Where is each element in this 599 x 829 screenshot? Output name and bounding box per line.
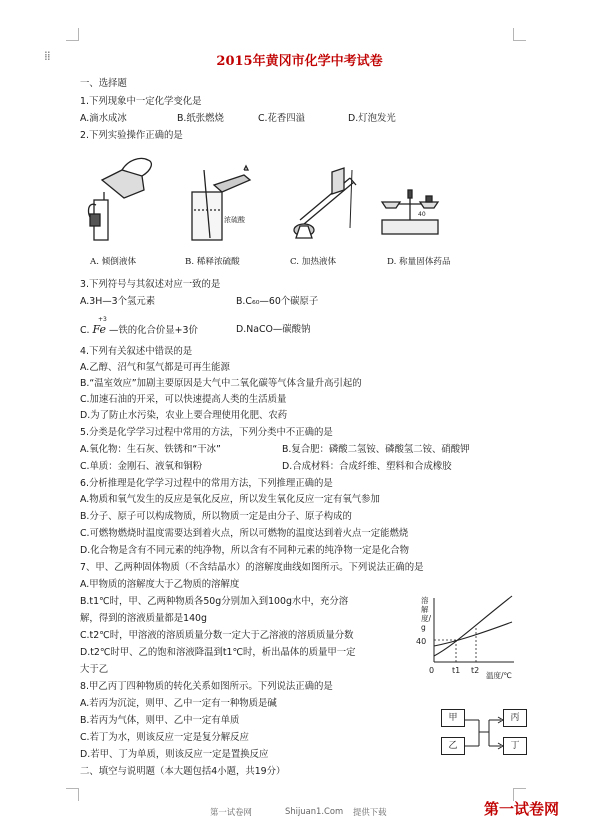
valence-mark: +3 xyxy=(98,316,107,323)
statement-line: C.加速石油的开采，可以快速提高人类的生活质量 xyxy=(80,394,287,405)
option-c: C.单质：金刚石、液氧和铜粉 xyxy=(80,461,203,472)
statement-line: C.t2℃时，甲溶液的溶质质量分数一定大于乙溶液的溶质质量分数 xyxy=(80,630,354,641)
figure-caption-d: D. 称量固体药品 xyxy=(387,257,451,267)
page-corner-mark xyxy=(66,788,79,801)
pouring-liquid-figure xyxy=(89,158,152,240)
option-a: A.滴水成冰 xyxy=(80,113,127,124)
statement-line: D.为了防止水污染，农业上要合理使用化肥、农药 xyxy=(80,410,288,421)
statement-line: C.若丁为水，则该反应一定是复分解反应 xyxy=(80,732,249,743)
iron-symbol: Fe xyxy=(92,323,107,336)
statement-line: 大于乙 xyxy=(80,664,109,675)
x-axis-label: 温度/℃ xyxy=(486,671,512,680)
footer-link[interactable]: Shijuan1.Com xyxy=(285,806,344,816)
figure-caption-c: C. 加热液体 xyxy=(290,257,337,267)
statement-line: B.t1℃时，甲、乙两种物质各50g分别加入到100g水中，充分溶 xyxy=(80,596,349,607)
option-c: C.花香四溢 xyxy=(258,113,306,124)
dilute-acid-figure xyxy=(192,166,250,240)
option-c-text: —铁的化合价显+3价 xyxy=(109,325,198,336)
statement-line: A.物质和氧气发生的反应是氧化反应，所以发生氧化反应一定有氧气参加 xyxy=(80,494,380,505)
question-stem: 4.下列有关叙述中错误的是 xyxy=(80,346,193,357)
x-tick: 0 xyxy=(429,666,435,675)
footer-link[interactable]: 提供下载 xyxy=(353,807,387,817)
document-title: 2015年黄冈市化学中考试卷 xyxy=(216,54,383,69)
statement-line: B.分子、原子可以构成物质，所以物质一定是由分子、原子构成的 xyxy=(80,511,352,522)
page-corner-mark xyxy=(513,28,526,41)
acid-label: 浓硫酸 xyxy=(224,216,245,224)
option-b: B.复合肥：磷酸二氢铵、磷酸氢二铵、硝酸钾 xyxy=(282,444,470,455)
option-d: D.灯泡发光 xyxy=(348,113,396,124)
option-b: B.C₆₀—60个碳原子 xyxy=(236,296,319,307)
question-stem: 1.下列现象中一定化学变化是 xyxy=(80,96,202,107)
x-tick: t2 xyxy=(471,666,480,675)
statement-line: B.若丙为气体，则甲、乙中一定有单质 xyxy=(80,715,240,726)
option-a: A.氧化物：生石灰、铁锈和“干冰” xyxy=(80,444,221,455)
question-stem: 8.甲乙丙丁四种物质的转化关系如图所示。下列说法正确的是 xyxy=(80,681,333,692)
question-stem: 5.分类是化学学习过程中常用的方法，下列分类中不正确的是 xyxy=(80,427,333,438)
statement-line: A.乙醇、沼气和氢气都是可再生能源 xyxy=(80,362,230,373)
figure-caption-b: B. 稀释浓硫酸 xyxy=(185,257,240,267)
question-stem: 6.分析推理是化学学习过程中的常用方法，下列推理正确的是 xyxy=(80,478,333,489)
x-tick: t1 xyxy=(452,666,461,675)
y-tick: 40 xyxy=(416,637,427,646)
balance-figure xyxy=(382,190,438,234)
figure-caption-a: A. 倾倒液体 xyxy=(90,257,137,267)
weight-label: 40 xyxy=(418,211,426,218)
statement-line: A.若丙为沉淀，则甲、乙中一定有一种物质是碱 xyxy=(80,698,277,709)
option-d: D.NaCO—碳酸钠 xyxy=(236,324,311,335)
y-axis-label: 溶解度/g xyxy=(421,596,432,632)
statement-line: 解，得到的溶液质量都是140g xyxy=(80,613,207,624)
option-b: B.纸张燃烧 xyxy=(177,113,224,124)
statement-line: B.“温室效应”加剧主要原因是大气中二氧化碳等气体含量升高引起的 xyxy=(80,378,362,389)
section-heading: 一、选择题 xyxy=(80,78,127,89)
section-heading: 二、填空与说明题（本大题包括4小题，共19分） xyxy=(80,766,286,777)
statement-line: D.若甲、丁为单质，则该反应一定是置换反应 xyxy=(80,749,269,760)
curve-yi xyxy=(434,622,512,646)
brand-logo: 第一试卷网 xyxy=(484,800,560,818)
statement-line: D.化合物是含有不同元素的纯净物，所以含有不同种元素的纯净物一定是化合物 xyxy=(80,545,409,556)
heating-liquid-figure xyxy=(294,168,356,238)
conversion-arrows xyxy=(465,712,505,752)
statement-line: A.甲物质的溶解度大于乙物质的溶解度 xyxy=(80,579,240,590)
question-stem: 3.下列符号与其叙述对应一致的是 xyxy=(80,279,221,290)
question-stem: 7、甲、乙两种固体物质（不含结晶水）的溶解度曲线如图所示。下列说法正确的是 xyxy=(80,562,424,573)
statement-line: C.可燃物燃烧时温度需要达到着火点，所以可燃物的温度达到着火点一定能燃烧 xyxy=(80,528,409,539)
option-c xyxy=(80,324,198,337)
box-yi: 乙 xyxy=(441,737,465,755)
footer-link[interactable]: 第一试卷网 xyxy=(210,807,252,817)
question-stem: 2.下列实验操作正确的是 xyxy=(80,130,183,141)
box-jia: 甲 xyxy=(441,709,465,727)
drag-handle-icon[interactable]: ⁞⁞ xyxy=(44,49,50,63)
experiment-figures xyxy=(82,150,442,250)
page-corner-mark xyxy=(66,28,79,41)
box-bing: 丙 xyxy=(503,709,527,727)
option-a: A.3H—3个氢元素 xyxy=(80,296,156,307)
option-c-letter: C. xyxy=(80,325,90,336)
statement-line: D.t2℃时甲、乙的饱和溶液降温到t1℃时，析出晶体的质量甲一定 xyxy=(80,647,356,658)
option-d: D.合成材料：合成纤维、塑料和合成橡胶 xyxy=(282,461,452,472)
box-ding: 丁 xyxy=(503,737,527,755)
